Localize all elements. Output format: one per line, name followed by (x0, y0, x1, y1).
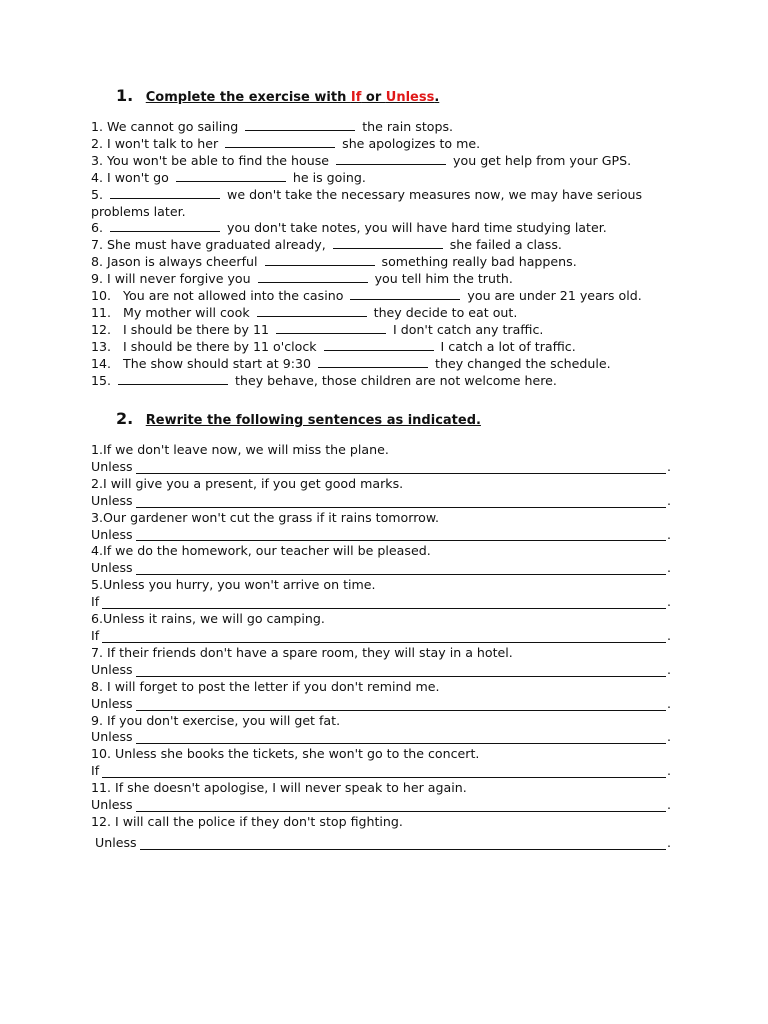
exercise-2-answer-line: Unless . (95, 834, 672, 850)
exercise-1-item: 12. I should be there by 11 I don't catch any traffic. (91, 321, 544, 337)
exercise-1-item: 14. The show should start at 9:30 they changed the schedule. (91, 355, 611, 371)
answer-line[interactable] (136, 495, 666, 508)
exercise-2-answer-line: Unless . (91, 661, 672, 677)
exercise-2-answer-line: Unless . (91, 729, 672, 745)
answer-line[interactable] (136, 799, 666, 812)
exercise-2-answer-line: Unless . (91, 526, 672, 542)
exercise-1-item: 15. they behave, those children are not welcome here. (91, 372, 557, 388)
section-2-heading (116, 409, 481, 428)
exercise-2-list (91, 442, 671, 852)
exercise-2-sentence: 2.I will give you a present, if you get good marks. (91, 475, 404, 491)
answer-line[interactable] (136, 664, 666, 677)
exercise-2-sentence: 4.If we do the homework, our teacher will be pleased. (91, 543, 431, 559)
exercise-2-sentence: 1.If we don't leave now, we will miss the plane. (91, 442, 389, 457)
answer-blank[interactable] (118, 373, 228, 385)
answer-blank[interactable] (245, 119, 355, 131)
exercise-1-item: 13. I should be there by 11 o'clock I catch a lot of traffic. (91, 338, 576, 354)
exercise-2-sentence: 3.Our gardener won't cut the grass if it rains tomorrow. (91, 509, 439, 525)
exercise-1-item: 5. we don't take the necessary measures now, we may have serious problems later. (91, 186, 643, 219)
exercise-2-answer-line: If . (91, 594, 672, 610)
answer-line[interactable] (136, 731, 666, 744)
exercise-1-item: 8. Jason is always cheerful something really bad happens. (91, 254, 577, 270)
exercise-1-item: 3. You won't be able to find the house you get help from your GPS. (91, 152, 632, 168)
answer-line[interactable] (136, 461, 666, 474)
answer-blank[interactable] (265, 254, 375, 266)
answer-blank[interactable] (110, 187, 220, 199)
exercise-1-item: 7. She must have graduated already, she failed a class. (91, 237, 562, 253)
exercise-2-answer-line: Unless . (91, 695, 672, 711)
answer-blank[interactable] (225, 136, 335, 148)
exercise-2-answer-line: Unless . (91, 797, 672, 813)
answer-line[interactable] (102, 630, 666, 643)
section-2-instruction: Rewrite the following sentences as indicated. (145, 413, 481, 428)
exercise-2-sentence: 9. If you don't exercise, you will get fat. (91, 712, 341, 728)
section-1-number: 1. (116, 86, 134, 105)
answer-line[interactable] (140, 837, 666, 850)
exercise-1-item: 2. I won't talk to her she apologizes to me. (91, 135, 481, 151)
answer-line[interactable] (102, 596, 666, 609)
section-1-instruction: Complete the exercise with If or Unless. (145, 90, 440, 105)
answer-blank[interactable] (336, 153, 446, 165)
exercise-2-sentence: 10. Unless she books the tickets, she won't go to the concert. (91, 746, 480, 762)
answer-blank[interactable] (333, 237, 443, 249)
answer-blank[interactable] (257, 305, 367, 317)
exercise-2-sentence: 8. I will forget to post the letter if you don't remind me. (91, 678, 440, 694)
answer-blank[interactable] (110, 220, 220, 232)
answer-blank[interactable] (318, 356, 428, 368)
exercise-1-list (91, 119, 671, 390)
exercise-2-answer-line: Unless . (91, 458, 672, 474)
section-2-number: 2. (116, 409, 134, 428)
section-1-heading (116, 86, 439, 105)
exercise-2-answer-line: If . (91, 627, 672, 643)
exercise-2-sentence: 7. If their friends don't have a spare room, they will stay in a hotel. (91, 644, 513, 660)
exercise-1-item: 6. you don't take notes, you will have hard time studying later. (91, 220, 607, 236)
exercise-2-sentence: 12. I will call the police if they don't stop fighting. (91, 813, 403, 829)
exercise-2-sentence: 11. If she doesn't apologise, I will never speak to her again. (91, 780, 467, 796)
exercise-1-item: 11. My mother will cook they decide to eat out. (91, 304, 518, 320)
exercise-2-answer-line: Unless . (91, 560, 672, 576)
exercise-1-item: 4. I won't go he is going. (91, 169, 366, 185)
answer-line[interactable] (136, 562, 666, 575)
exercise-2-answer-line: If . (91, 763, 672, 779)
exercise-1-item: 1. We cannot go sailing the rain stops. (91, 119, 454, 134)
exercise-2-sentence: 6.Unless it rains, we will go camping. (91, 611, 325, 627)
answer-blank[interactable] (324, 339, 434, 351)
answer-line[interactable] (102, 765, 666, 778)
answer-blank[interactable] (276, 322, 386, 334)
exercise-1-item: 9. I will never forgive you you tell him the truth. (91, 271, 513, 287)
answer-blank[interactable] (350, 288, 460, 300)
exercise-1-item: 10. You are not allowed into the casino you are under 21 years old. (91, 288, 642, 304)
exercise-2-sentence: 5.Unless you hurry, you won't arrive on time. (91, 577, 376, 593)
exercise-2-answer-line: Unless . (91, 492, 672, 508)
answer-line[interactable] (136, 698, 666, 711)
answer-blank[interactable] (176, 170, 286, 182)
answer-line[interactable] (136, 528, 666, 541)
answer-blank[interactable] (258, 271, 368, 283)
